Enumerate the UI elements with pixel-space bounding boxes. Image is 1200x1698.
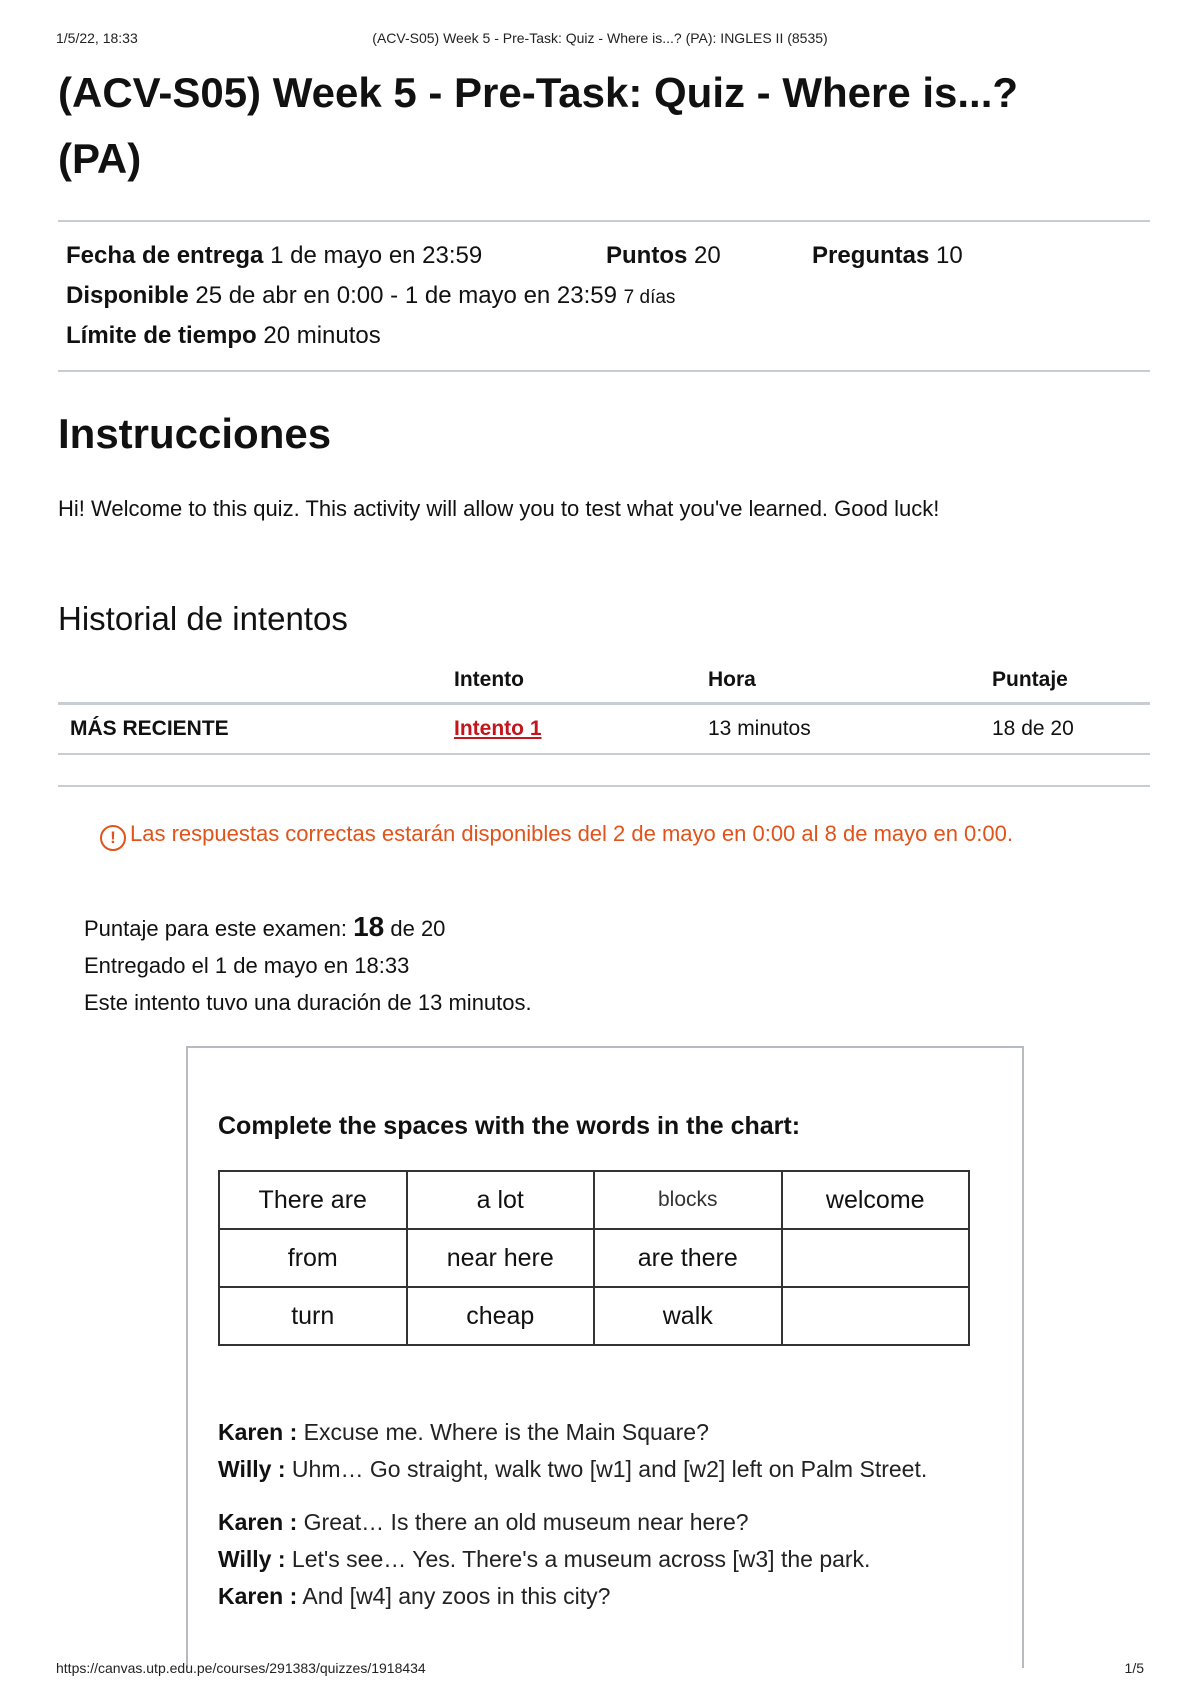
- word-cell: cheap: [407, 1287, 595, 1345]
- due-date: Fecha de entrega 1 de mayo en 23:59: [66, 242, 483, 269]
- word-chart-row: [219, 1229, 969, 1287]
- attempt-score: 18 de 20: [980, 704, 1150, 755]
- dialog-block-1: [218, 1414, 927, 1488]
- dialog-line: Karen : And [w4] any zoos in this city?: [218, 1583, 611, 1609]
- attempt-history-table: [58, 658, 1150, 755]
- score-line: Puntaje para este examen: 18 de 20: [84, 911, 446, 942]
- word-cell: are there: [594, 1229, 782, 1287]
- question-prompt: Complete the spaces with the words in the chart:: [218, 1112, 801, 1140]
- print-title: (ACV-S05) Week 5 - Pre-Task: Quiz - Where is...? (PA): INGLES II (8535): [372, 30, 828, 46]
- attempt-link[interactable]: Intento 1: [454, 717, 542, 740]
- alert-text: Las respuestas correctas estarán disponibles del 2 de mayo en 0:00 al 8 de mayo en 0:00.: [130, 821, 1013, 846]
- divider: [58, 785, 1150, 787]
- dialog-line: Karen : Great… Is there an old museum near here?: [218, 1509, 749, 1535]
- instructions-heading: Instrucciones: [58, 410, 332, 457]
- dialog-line: Willy : Let's see… Yes. There's a museum across [w3] the park.: [218, 1546, 871, 1572]
- availability: Disponible 25 de abr en 0:00 - 1 de mayo en 23:59 7 días: [66, 282, 676, 309]
- warning-circle-icon: !: [100, 825, 126, 851]
- word-chart-row: [219, 1287, 969, 1345]
- word-cell: turn: [219, 1287, 407, 1345]
- page-number: 1/5: [1124, 1660, 1144, 1676]
- attempt-label: MÁS RECIENTE: [58, 704, 442, 755]
- page-title-line-1: (ACV-S05) Week 5 - Pre-Task: Quiz - Where is...?: [58, 69, 1019, 116]
- questions-count: Preguntas 10: [812, 242, 963, 269]
- word-cell: near here: [407, 1229, 595, 1287]
- quiz-content: [58, 60, 1150, 787]
- attempt-history-heading: Historial de intentos: [58, 600, 348, 637]
- word-cell: There are: [219, 1171, 407, 1229]
- question-card: [186, 1046, 1024, 1668]
- word-cell: [782, 1287, 970, 1345]
- word-chart: [218, 1170, 970, 1346]
- duration-line: Este intento tuvo una duración de 13 minutos.: [84, 990, 532, 1015]
- submitted-line: Entregado el 1 de mayo en 18:33: [84, 953, 410, 978]
- word-cell: walk: [594, 1287, 782, 1345]
- dialog-line: Karen : Excuse me. Where is the Main Square?: [218, 1419, 709, 1445]
- attempt-time: 13 minutos: [696, 704, 980, 755]
- print-footer: [56, 1660, 1144, 1680]
- answers-availability-alert: [100, 816, 1060, 851]
- print-date: 1/5/22, 18:33: [56, 30, 138, 46]
- word-cell: blocks: [594, 1171, 782, 1229]
- column-header: Puntaje: [980, 658, 1150, 704]
- word-chart-row: [219, 1171, 969, 1229]
- page-title-line-2: (PA): [58, 135, 142, 182]
- divider: [58, 370, 1150, 372]
- quiz-details: [58, 222, 1150, 370]
- column-header: [58, 658, 442, 704]
- word-cell: a lot: [407, 1171, 595, 1229]
- table-header-row: [58, 658, 1150, 704]
- word-cell: [782, 1229, 970, 1287]
- print-header: [56, 30, 1144, 50]
- page-title: [58, 60, 1150, 192]
- dialog-line: Willy : Uhm… Go straight, walk two [w1] and [w2] left on Palm Street.: [218, 1456, 928, 1482]
- word-cell: welcome: [782, 1171, 970, 1229]
- points: Puntos 20: [606, 242, 721, 269]
- time-limit: Límite de tiempo 20 minutos: [66, 322, 381, 349]
- word-cell: from: [219, 1229, 407, 1287]
- quiz-result-summary: [84, 908, 532, 1021]
- column-header: Intento: [442, 658, 696, 704]
- column-header: Hora: [696, 658, 980, 704]
- attempt-cell: [442, 704, 696, 755]
- instructions-text: Hi! Welcome to this quiz. This activity will allow you to test what you've learned. Good luck!: [58, 496, 940, 521]
- score-value: 18: [353, 911, 385, 942]
- table-row: [58, 704, 1150, 755]
- dialog-block-2: [218, 1504, 870, 1615]
- print-url: https://canvas.utp.edu.pe/courses/291383/quizzes/1918434: [56, 1660, 426, 1676]
